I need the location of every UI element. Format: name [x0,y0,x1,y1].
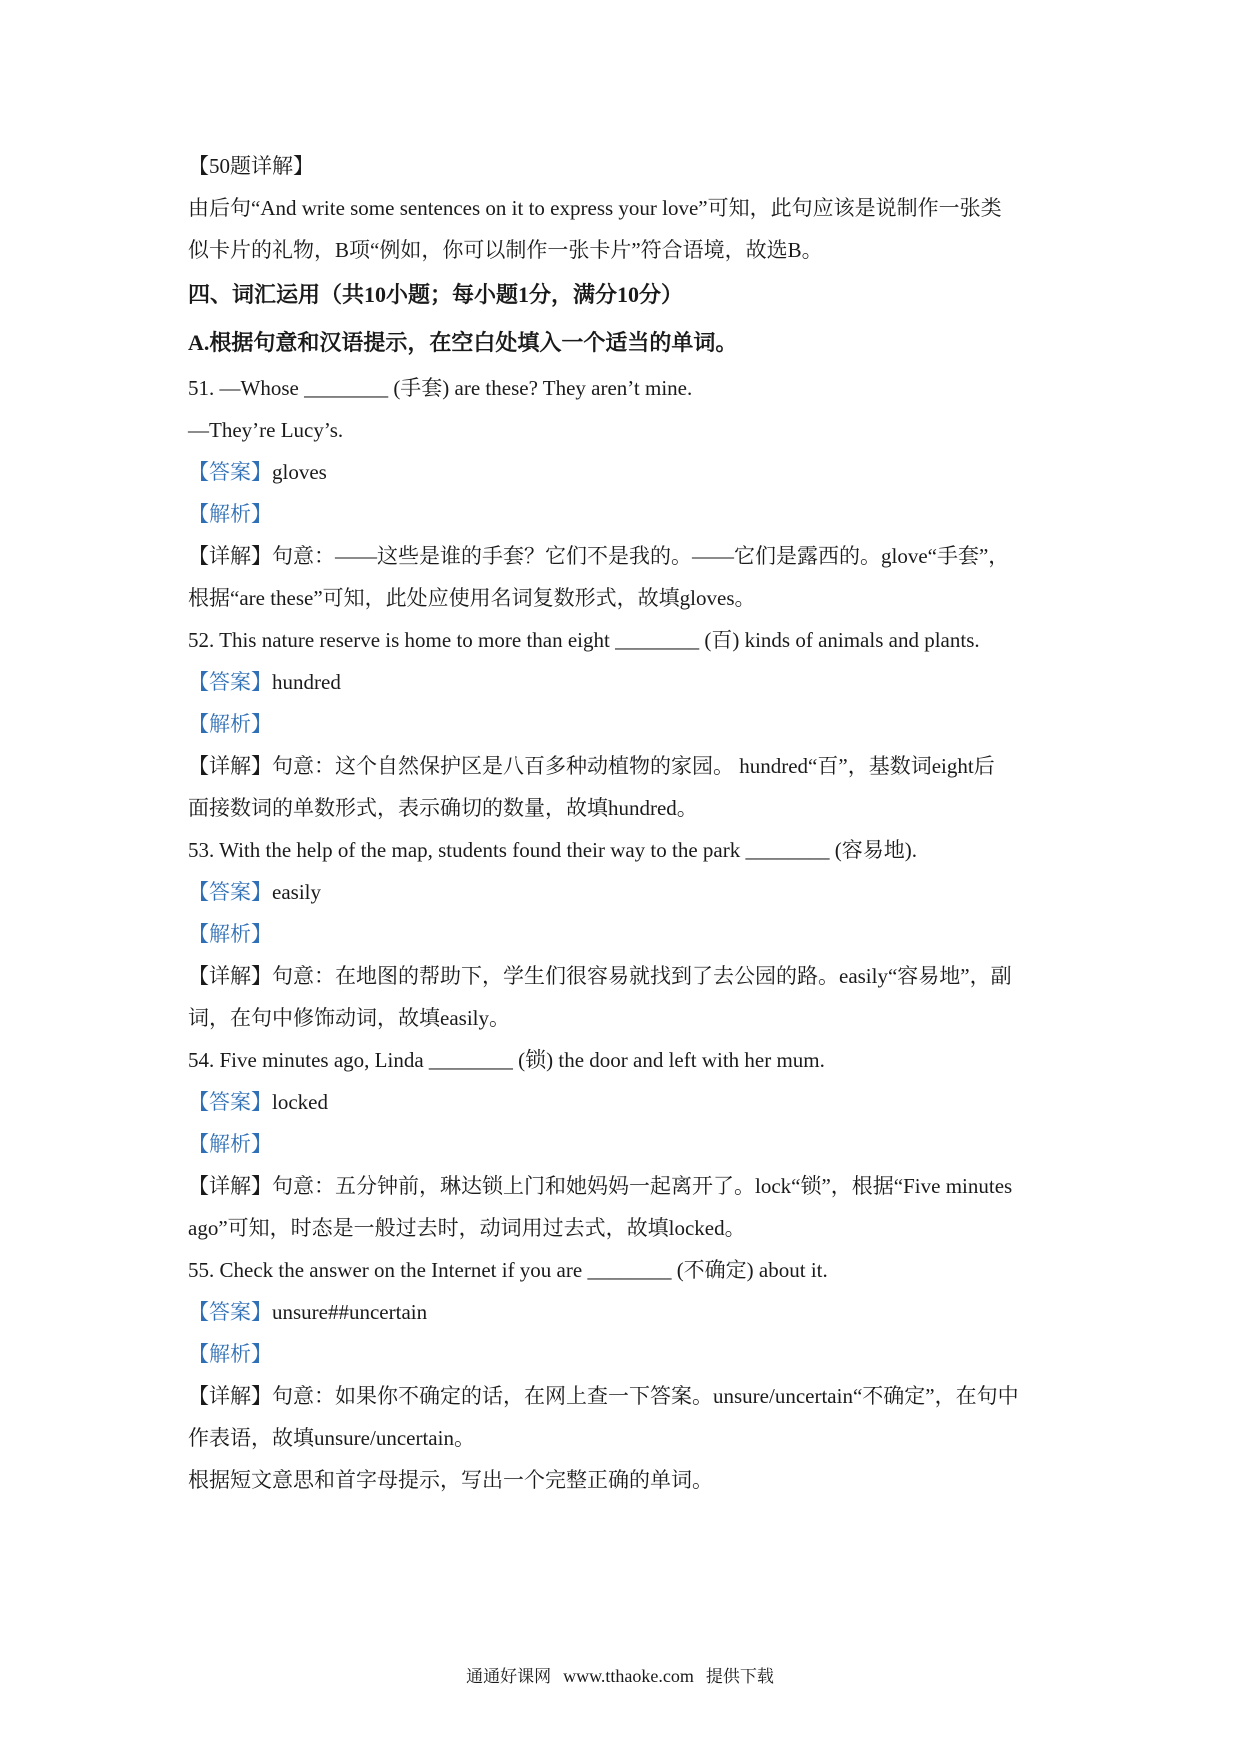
analysis-line [188,1333,1068,1375]
section-subtitle: A.根据句意和汉语提示，在空白处填入一个适当的单词。 [188,330,738,355]
footer-url[interactable]: www.tthaoke.com [563,1666,694,1686]
analysis-label: 【解析】 [188,1342,272,1366]
answer-value: easily [272,880,321,904]
detail-text: ago”可知，时态是一般过去时，动词用过去式，故填locked。 [188,1216,746,1240]
question-text: —They’re Lucy’s. [188,418,344,442]
answer-label: 【答案】 [188,460,272,484]
answer-line [188,1291,1068,1333]
question-block [188,619,1068,829]
question-text: 51. —Whose ________ (手套) are these? They aren’t mine. [188,376,693,400]
answer-line [188,451,1068,493]
detail-label: 【详解】 [188,1384,272,1408]
detail-text: 根据“are these”可知，此处应使用名词复数形式，故填gloves。 [188,586,756,610]
detail-label: 【详解】 [188,544,272,568]
detail-line [188,745,1068,787]
answer-value: hundred [272,670,341,694]
question-text: 53. With the help of the map, students found their way to the park ________ (容易地). [188,838,917,862]
answer-value: unsure##uncertain [272,1300,428,1324]
analysis-label: 【解析】 [188,502,272,526]
detail-line [188,955,1068,997]
prev-detail-text: 似卡片的礼物，B项“例如，你可以制作一张卡片”符合语境，故选B。 [188,238,823,262]
detail-text: 词，在句中修饰动词，故填easily。 [188,1006,510,1030]
detail-label: 【详解】 [188,754,272,778]
document-body [188,145,1068,1501]
question-block [188,367,1068,619]
detail-label: 【详解】 [188,1174,272,1198]
detail-text: 句意：如果你不确定的话，在网上查一下答案。unsure/uncertain“不确定”，在句中 [272,1384,1019,1408]
analysis-line [188,493,1068,535]
analysis-line [188,703,1068,745]
analysis-label: 【解析】 [188,1132,272,1156]
answer-label: 【答案】 [188,670,272,694]
detail-text: 句意：这个自然保护区是八百多种动植物的家园。 hundred“百”，基数词eight后 [272,754,995,778]
section-title: 四、词汇运用（共10小题；每小题1分，满分10分） [188,282,684,307]
question-text: 54. Five minutes ago, Linda ________ (锁) the door and left with her mum. [188,1048,825,1072]
detail-text: 句意：五分钟前，琳达锁上门和她妈妈一起离开了。lock“锁”，根据“Five minutes [272,1174,1013,1198]
detail-line [188,535,1068,577]
analysis-line [188,913,1068,955]
page-footer [0,1662,1240,1687]
detail-text: 作表语，故填unsure/uncertain。 [188,1426,475,1450]
answer-value: gloves [272,460,327,484]
answer-line [188,661,1068,703]
question-block [188,1039,1068,1249]
detail-line [188,1165,1068,1207]
prev-detail-title: 【50题详解】 [188,154,314,178]
question-block [188,829,1068,1039]
prev-detail-text: 由后句“And write some sentences on it to express your love”可知，此句应该是说制作一张类 [188,196,1002,220]
question-text: 55. Check the answer on the Internet if you are ________ (不确定) about it. [188,1258,828,1282]
question-text: 52. This nature reserve is home to more than eight ________ (百) kinds of animals and plants. [188,628,980,652]
question-block [188,1249,1068,1459]
answer-value: locked [272,1090,328,1114]
footer-site-name: 通通好课网 [466,1667,552,1687]
footer-suffix: 提供下载 [705,1667,774,1687]
analysis-line [188,1123,1068,1165]
detail-text: 面接数词的单数形式，表示确切的数量，故填hundred。 [188,796,698,820]
detail-line [188,1375,1068,1417]
answer-line [188,1081,1068,1123]
answer-label: 【答案】 [188,880,272,904]
answer-label: 【答案】 [188,1300,272,1324]
next-instruction: 根据短文意思和首字母提示，写出一个完整正确的单词。 [188,1468,713,1492]
answer-label: 【答案】 [188,1090,272,1114]
detail-text: 句意：在地图的帮助下，学生们很容易就找到了去公园的路。easily“容易地”，副 [272,964,1012,988]
analysis-label: 【解析】 [188,712,272,736]
answer-line [188,871,1068,913]
detail-text: 句意：——这些是谁的手套？它们不是我的。——它们是露西的。glove“手套”， [272,544,1010,568]
detail-label: 【详解】 [188,964,272,988]
analysis-label: 【解析】 [188,922,272,946]
